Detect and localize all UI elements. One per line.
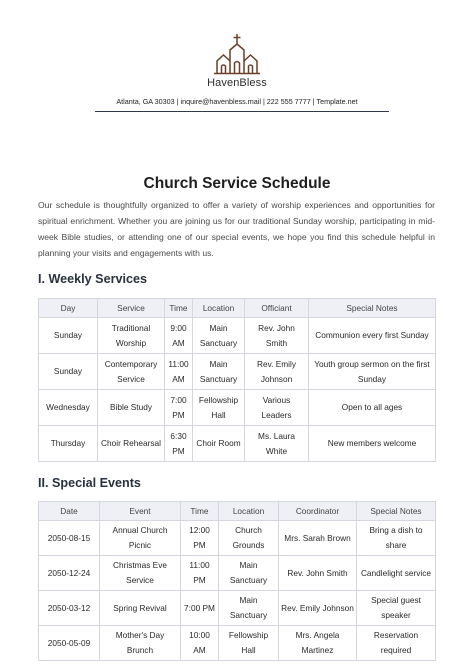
table-cell: 2050-08-15 <box>39 521 100 556</box>
brand-name: HavenBless <box>207 77 267 89</box>
page-title: Church Service Schedule <box>143 175 331 192</box>
column-header: Event <box>100 502 181 521</box>
table-row <box>39 318 436 354</box>
table-cell: Rev. John Smith <box>245 318 309 354</box>
table-cell: Choir Rehearsal <box>98 426 165 462</box>
table-row <box>39 591 436 626</box>
table-header-row <box>39 502 436 521</box>
table-cell: Candlelight service <box>357 556 436 591</box>
table-cell: Christmas Eve Service <box>100 556 181 591</box>
table-cell: 9:00 AM <box>165 318 193 354</box>
column-header: Location <box>219 502 279 521</box>
table-cell: 7:00 PM <box>181 591 219 626</box>
table-cell: Open to all ages <box>309 390 436 426</box>
column-header: Date <box>39 502 100 521</box>
column-header: Location <box>193 299 245 318</box>
table-cell: Mother's Day Brunch <box>100 626 181 661</box>
table-cell: Special guest speaker <box>357 591 436 626</box>
table-row <box>39 390 436 426</box>
column-header: Time <box>181 502 219 521</box>
table-cell: Bible Study <box>98 390 165 426</box>
table-cell: 2050-03-12 <box>39 591 100 626</box>
table-cell: Annual Church Picnic <box>100 521 181 556</box>
column-header: Special Notes <box>309 299 436 318</box>
table-row <box>39 354 436 390</box>
table-cell: Spring Revival <box>100 591 181 626</box>
column-header: Coordinator <box>279 502 357 521</box>
table-cell: Rev. Emily Johnson <box>245 354 309 390</box>
table-cell: Thursday <box>39 426 98 462</box>
table-row <box>39 426 436 462</box>
logo <box>0 33 474 89</box>
contact-line: Atlanta, GA 30303 | inquire@havenbless.mail | 222 555 7777 | Template.net <box>116 97 358 106</box>
table-cell: 6:30 PM <box>165 426 193 462</box>
table-cell: Ms. Laura White <box>245 426 309 462</box>
table-cell: Main Sanctuary <box>193 354 245 390</box>
table-row <box>39 626 436 661</box>
weekly-services-heading: I. Weekly Services <box>38 272 147 286</box>
table-cell: Sunday <box>39 354 98 390</box>
table-cell: Main Sanctuary <box>193 318 245 354</box>
table-cell: 2050-12-24 <box>39 556 100 591</box>
table-header-row <box>39 299 436 318</box>
church-logo-icon <box>213 33 261 75</box>
table-cell: 10:00 AM <box>181 626 219 661</box>
table-cell: Bring a dish to share <box>357 521 436 556</box>
table-cell: Reservation required <box>357 626 436 661</box>
special-events-heading: II. Special Events <box>38 476 141 490</box>
column-header: Officiant <box>245 299 309 318</box>
column-header: Special Notes <box>357 502 436 521</box>
table-cell: Main Sanctuary <box>219 591 279 626</box>
column-header: Day <box>39 299 98 318</box>
table-cell: Communion every first Sunday <box>309 318 436 354</box>
table-cell: 11:00 PM <box>181 556 219 591</box>
table-cell: 12:00 PM <box>181 521 219 556</box>
table-cell: Rev. John Smith <box>279 556 357 591</box>
table-cell: Sunday <box>39 318 98 354</box>
table-cell: New members welcome <box>309 426 436 462</box>
special-events-table <box>38 501 436 661</box>
table-cell: Choir Room <box>193 426 245 462</box>
table-cell: Wednesday <box>39 390 98 426</box>
table-cell: Rev. Emily Johnson <box>279 591 357 626</box>
column-header: Time <box>165 299 193 318</box>
table-cell: Fellowship Hall <box>193 390 245 426</box>
table-cell: Main Sanctuary <box>219 556 279 591</box>
header-divider <box>95 111 389 112</box>
table-cell: Mrs. Sarah Brown <box>279 521 357 556</box>
weekly-services-table <box>38 298 436 462</box>
table-cell: 11:00 AM <box>165 354 193 390</box>
table-cell: Contemporary Service <box>98 354 165 390</box>
column-header: Service <box>98 299 165 318</box>
table-cell: Church Grounds <box>219 521 279 556</box>
table-cell: Traditional Worship <box>98 318 165 354</box>
table-row <box>39 556 436 591</box>
table-cell: Mrs. Angela Martinez <box>279 626 357 661</box>
table-cell: Various Leaders <box>245 390 309 426</box>
table-cell: Youth group sermon on the first Sunday <box>309 354 436 390</box>
table-cell: 2050-05-09 <box>39 626 100 661</box>
table-row <box>39 521 436 556</box>
table-cell: 7:00 PM <box>165 390 193 426</box>
table-cell: Fellowship Hall <box>219 626 279 661</box>
intro-paragraph: Our schedule is thoughtfully organized to offer a variety of worship experiences and opportunities for spiritual enrichment. Whether you are joining us for our traditional Sunday worship, participating in mid-week Bible studies, or attending one of our special events, we hope you find this schedule helpful in planning your visits and engagements with us. <box>38 200 435 258</box>
